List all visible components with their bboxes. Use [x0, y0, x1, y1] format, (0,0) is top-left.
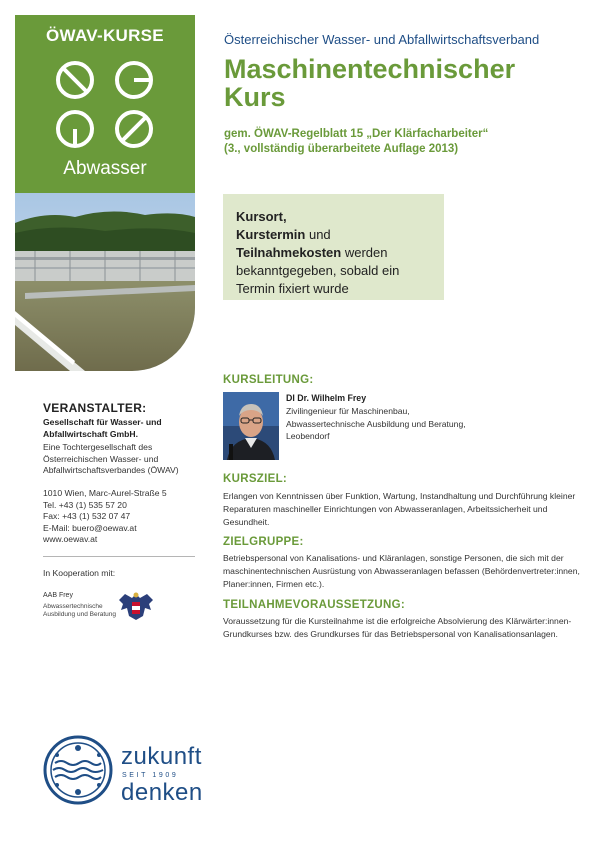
info-will-be: werden: [341, 245, 388, 260]
goal-text: Erlangen von Kenntnissen über Funktion, Wartung, Instandhaltung und Durchführung kleiner Reparaturen maschineller Einrichtungen von Abwasseranlagen, Arbeitssicherheit und Gesundheit.: [223, 491, 576, 527]
host-email: E-Mail: buero@oewav.at: [43, 522, 137, 533]
prerequisite-text: Voraussetzung für die Kursteilnahme ist die erfolgreiche Absolvierung des Klärwärter:innen-Grundkurses bzw. des Grundkurses für das Betriebspersonal von Kanalisationsanlagen.: [223, 616, 572, 639]
host-heading: VERANSTALTER:: [43, 401, 147, 415]
info-date: Kurstermin: [236, 227, 306, 242]
instructor-desc-line-1: Zivilingenieur für Maschinenbau,: [286, 406, 410, 416]
partner-desc-line-1: Abwassertechnische: [43, 603, 103, 610]
oewav-seal-icon: [43, 735, 113, 805]
instructor-portrait: [223, 392, 279, 460]
instructor-name: DI Dr. Wilhelm Frey: [286, 393, 367, 403]
treatment-plant-photo: [15, 193, 195, 371]
prerequisite-heading: TEILNAHMEVORAUSSETZUNG:: [223, 599, 405, 611]
course-subtitle-line-2: (3., vollständig überarbeitete Auflage 2013): [224, 143, 459, 155]
coat-of-arms-icon: [117, 590, 155, 622]
divider: [43, 556, 195, 557]
host-website: www.oewav.at: [43, 534, 98, 544]
course-lead-heading: KURSLEITUNG:: [223, 374, 314, 386]
target-group-text: Betriebspersonal von Kanalisations- und Kläranlagen, sonstige Personen, die sich mit der maschinentechnischen Ausrüstung von Abwasseranlagen befassen (Behördenvertreter:innen, Planer:innen, Firmen etc.).: [223, 553, 580, 589]
host-name-line-1: Gesellschaft für Wasser- und: [43, 417, 162, 427]
host-desc-line-2: Österreichischen Wasser- und: [43, 453, 159, 464]
target-group-heading: ZIELGRUPPE:: [223, 536, 304, 548]
host-contacts: [43, 488, 198, 546]
info-and: und: [305, 227, 331, 242]
info-announced: bekanntgegeben, sobald ein: [236, 263, 400, 278]
oewav-letters-logo-icon: [50, 55, 162, 155]
info-location: Kursort,: [236, 209, 287, 224]
host-phone: Tel. +43 (1) 535 57 20: [43, 499, 127, 510]
host-fax: Fax: +43 (1) 532 07 47: [43, 511, 131, 521]
course-subtitle-line-1: gem. ÖWAV-Regelblatt 15 „Der Klärfacharbeiter“: [224, 128, 489, 140]
host-name-line-2: Abfallwirtschaft GmbH.: [43, 428, 139, 439]
goal-heading: KURSZIEL:: [223, 473, 288, 485]
tagline-since: SEIT 1909: [122, 772, 179, 779]
host-desc-line-3: Abfallwirtschaftsverbandes (ÖWAV): [43, 465, 179, 475]
host-address: 1010 Wien, Marc-Aurel-Straße 5: [43, 488, 167, 498]
course-title-line-2: Kurs: [224, 82, 286, 112]
partner-description: [43, 603, 118, 618]
partner-name: AAB Frey: [43, 592, 73, 599]
host-desc-line-1: Eine Tochtergesellschaft des: [43, 442, 153, 452]
brand-title: ÖWAV-KURSE: [46, 26, 164, 45]
tagline-word-1: zukunft: [121, 743, 202, 770]
host-description: [43, 442, 198, 477]
partner-desc-line-2: Ausbildung und Beratung: [43, 610, 117, 618]
organization-name: Österreichischer Wasser- und Abfallwirtschaftsverband: [224, 32, 540, 47]
instructor-description: [286, 405, 506, 443]
course-title-line-1: Maschinentechnischer: [224, 54, 516, 84]
info-costs: Teilnahmekosten: [236, 245, 342, 260]
tagline-word-2: denken: [121, 779, 203, 806]
info-fixed: Termin fixiert wurde: [236, 281, 349, 296]
instructor-desc-line-2: Abwassertechnische Ausbildung und Beratung,: [286, 418, 466, 429]
cooperation-label: In Kooperation mit:: [43, 568, 116, 578]
instructor-desc-line-3: Leobendorf: [286, 431, 330, 441]
course-subtitle: [224, 127, 584, 157]
brand-subtitle: Abwasser: [63, 158, 147, 179]
info-box-text: [236, 208, 436, 298]
host-name: [43, 417, 193, 440]
course-title: [224, 55, 584, 111]
